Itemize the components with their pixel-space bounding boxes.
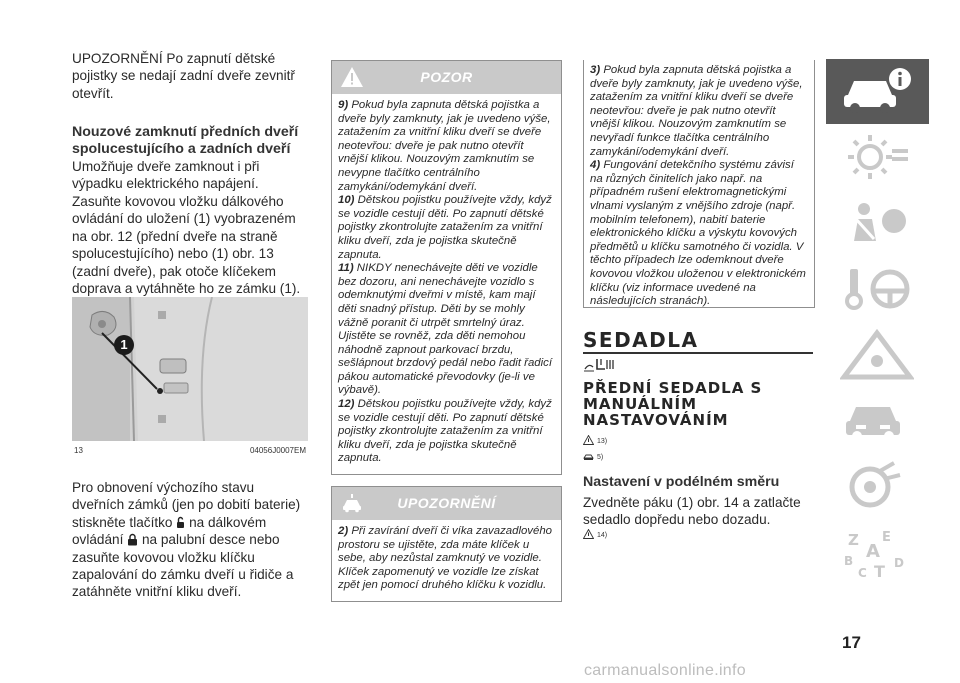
service-maintenance-icon — [840, 461, 914, 513]
item-number: 12) — [338, 398, 355, 411]
notice-reference — [583, 451, 603, 461]
lock-icon — [127, 533, 138, 546]
svg-text:C: C — [858, 566, 867, 579]
door-lock-figure — [72, 297, 308, 441]
figure-caption — [72, 446, 308, 458]
caution-item — [338, 398, 555, 466]
paragraph: Zasuňte kovovou vložku dálkového ovládání do uložení (1) vyobrazeném na obr. 12 (přední dveře na straně spolucestujícího) nebo (1) obr. 13 (zadní dveře), pak otoče klíčekem doprava a vytáhněte ho ze zámku (1). — [72, 194, 301, 297]
item-text: Při zavírání dveří či víka zavazadlového prostoru se ujistěte, zda máte klíček u sebe, aby nezůstal zamknutý ve vozidle. Klíček zapomenutý ve vozidle lze získat zpět jen pomocí druhého klíčku k vozidlu. — [338, 525, 553, 592]
svg-text:T: T — [874, 562, 885, 579]
notice-header — [332, 487, 561, 520]
paragraph-part: na palubní desce nebo zasuňte kovovou vložku klíčku zapalování do zámku dveří u řidiče a zatáhněte vnitřní kliku dveří. — [72, 532, 294, 600]
paragraph-part: Pro obnovení výchozího stavu dveřních zámků (jen po dobití baterie) stiskněte tlačítko — [72, 480, 301, 530]
tab-dashboard[interactable] — [826, 125, 929, 190]
svg-text:Z: Z — [848, 531, 859, 549]
ignition-key-steering-icon — [840, 263, 914, 315]
tab-maintenance[interactable] — [826, 389, 929, 454]
item-number: 11) — [338, 262, 354, 275]
section-heading: Nouzové zamknutí předních dveří spolucestujícího a zadních dveří — [72, 124, 299, 158]
svg-text:D: D — [894, 556, 904, 570]
seat-adjust-icon — [583, 357, 615, 373]
car-info-icon — [840, 65, 914, 117]
car-tools-icon — [840, 395, 914, 447]
caution-item — [338, 194, 555, 262]
notice-title: UPOZORNĚNÍ — [397, 495, 496, 511]
caution-title: POZOR — [420, 69, 473, 85]
door-lock-illustration — [72, 297, 308, 441]
item-number: 9) — [338, 99, 349, 111]
warning-icon — [583, 529, 594, 539]
item-text: Pokud byla zapnuta dětská pojistka a dveře byly zamknuty, jak je uvedeno výše, zatažením za vnitřní kliku dveří se dveře neotevřou: dveře je pak nutno otevřít vnější klikou. Nouzovým zamknutím se nevypne tlačítko centrálního zamykání/odemykání dveří. — [338, 99, 551, 193]
caution-item — [338, 262, 555, 398]
column-right — [583, 0, 813, 683]
page-number: 17 — [842, 633, 861, 652]
item-number: 4) — [590, 159, 601, 172]
item-text: Dětskou pojistku používejte vždy, když se vozidle cestují děti. Po zapnutí dětské pojistky zkontrolujte zatažením za vnitřní kliku dveří, zda je pojistka skutečně zapnuta. — [338, 194, 552, 261]
unlock-icon — [176, 516, 185, 529]
index-alphabet-icon — [840, 527, 914, 579]
item-number: 2) — [338, 525, 349, 537]
seatbelt-airbag-icon — [840, 197, 914, 249]
intro-paragraph: UPOZORNĚNÍ Po zapnutí dětské pojistky se nedají zadní dveře zevnitř otevřít. — [72, 51, 295, 101]
callout-1 — [114, 335, 134, 355]
item-text: Fungování detekčního systému závisí na různých činitelích jako např. na případném rušení elektromagnetickými vlnami vyslaným z vnějšího zdroje (např. mobilním telefonem), nabití baterie elektronického klíčku a výskytu kovových předmětů u klíčku samotného či vozidla. V těchto případech lze odemknout dveře kovovou vložkou uloženou v elektronickém klíčku (viz informace uvedené na následujících stranách). — [590, 159, 806, 308]
reference-number: 14) — [597, 532, 608, 539]
warning-icon — [583, 435, 594, 445]
figure-number: 13 — [74, 446, 83, 455]
item-number: 3) — [590, 64, 601, 76]
section-title: PŘEDNÍ SEDADLA S MANUÁLNÍM NASTAVOVÁNÍM — [583, 379, 763, 429]
dashboard-lights-icon — [840, 131, 914, 183]
svg-text:E: E — [882, 530, 891, 545]
warning-reference — [583, 529, 607, 539]
callout-label: 1 — [120, 337, 128, 352]
title-rule — [583, 352, 813, 354]
caution-body — [332, 94, 561, 472]
figure-code: 04056J0007EM — [249, 446, 306, 455]
item-text: Pokud byla zapnuta dětská pojistka a dveře byly zamknuty, jak je uvedeno výše, zatažením za vnitřní kliku dveří se dveře neotevřou: dveře je pak nutno otevřít vnější klikou. Nouzovým zamknutím se nevyřadí funkce tlačítka centrálního zamykání/odemykání dveří. — [590, 64, 803, 158]
chapter-title: SEDADLA — [583, 328, 699, 352]
tab-vehicle-info[interactable] — [826, 59, 929, 124]
paragraph-part: na dálkovém ovládání — [72, 514, 267, 548]
paragraph — [72, 479, 308, 601]
tab-service[interactable] — [826, 455, 929, 520]
tab-starting-driving[interactable] — [826, 257, 929, 322]
svg-text:B: B — [844, 554, 854, 568]
svg-text:A: A — [866, 541, 880, 562]
watermark: carmanualsonline.info — [584, 662, 746, 679]
tab-safety[interactable] — [826, 191, 929, 256]
caution-item — [338, 99, 555, 194]
item-text: Dětskou pojistku používejte vždy, když se vozidle cestují děti. Po zapnutí dětské pojistky zkontrolujte zatažením za vnitřní kliku dveří, zda je pojistka skutečně zapnuta. — [338, 398, 552, 465]
caution-box — [331, 60, 562, 475]
warning-reference — [583, 435, 607, 445]
item-text: NIKDY nenechávejte děti ve vozidle bez dozoru, ani nenechávejte vozidlo s odemknutými dveřmi v místě, kam mají děti snadný přístup. Děti by se mohly vážně poranit či utrpět smrtelný úraz. Ujistěte se rovněž, zda děti nemohou náhodně zapnout parkovací brzdu, sešlápnout brzdový pedál nebo řadit řadicí pákou automatické převodovky (je-li ve výbavě). — [338, 262, 553, 397]
reference-number: 5) — [597, 454, 604, 461]
notice-item — [338, 525, 555, 593]
caution-header — [332, 61, 561, 94]
warning-triangle-icon — [840, 329, 914, 381]
notice-body — [332, 520, 561, 599]
reference-number: 13) — [597, 438, 608, 445]
paragraph: Umožňuje dveře zamknout i při výpadku elektrického napájení. — [72, 159, 260, 192]
item-number: 10) — [338, 194, 355, 207]
car-warning-icon — [583, 451, 594, 461]
notice-box — [331, 486, 562, 602]
column-left — [72, 0, 308, 683]
subsection-heading: Nastavení v podélném směru — [583, 474, 780, 490]
tab-emergency[interactable] — [826, 323, 929, 388]
tab-index[interactable] — [826, 521, 929, 586]
paragraph: Zvedněte páku (1) obr. 14 a zatlačte sedadlo dopředu nebo dozadu. — [583, 495, 801, 528]
